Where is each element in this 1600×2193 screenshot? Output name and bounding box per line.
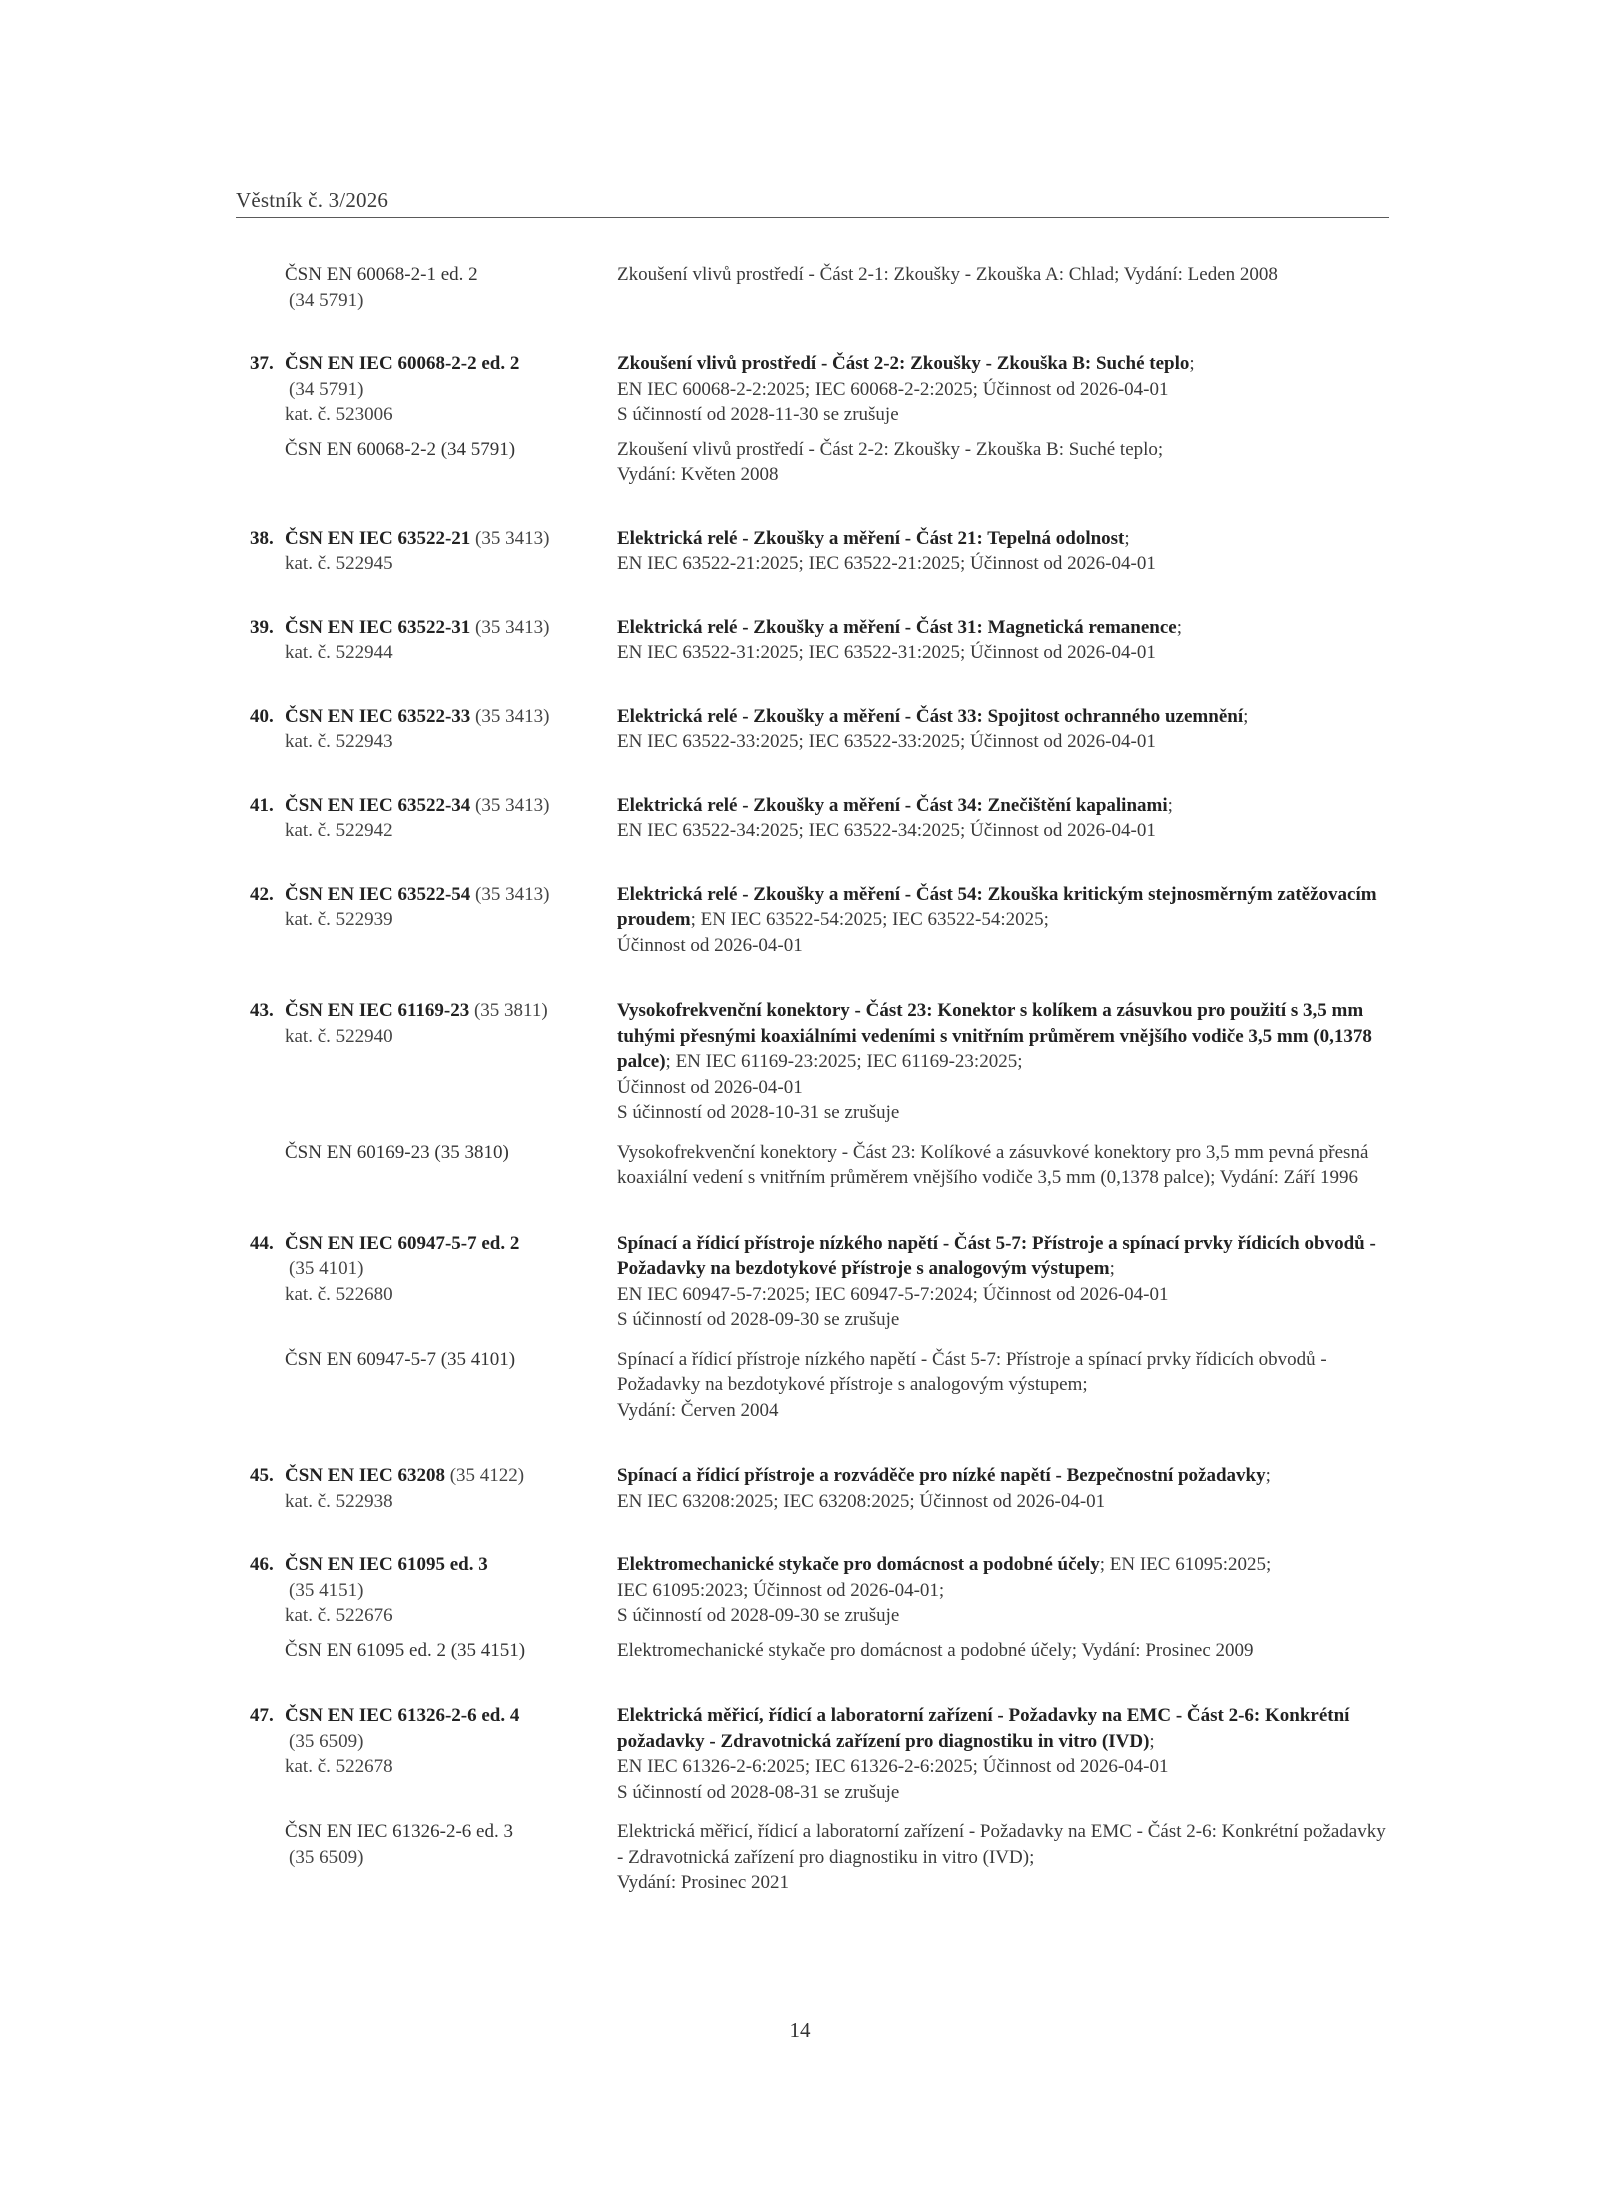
cancellation-note: S účinností od 2028-11-30 se zrušuje — [617, 404, 899, 425]
standard-details: EN IEC 63522-31:2025; IEC 63522-31:2025; Účinnost od 2026-04-01 — [617, 642, 1156, 663]
standard-entry-45: 45. ČSN EN IEC 63208 (35 4122) kat. č. 522938 Spínací a řídicí přístroje a rozváděče pro nízké napětí - Bezpečnostní požadavky; EN IEC 63208:2025; IEC 63208:2025; Účinnost od 2026-04-01 — [236, 1463, 1389, 1514]
entry-number: 40. — [250, 705, 274, 727]
standard-details: EN IEC 60947-5-7:2025; IEC 60947-5-7:2024; Účinnost od 2026-04-01 — [617, 1283, 1169, 1305]
standard-entry-42: 42. ČSN EN IEC 63522-54 (35 3413) kat. č. 522939 Elektrická relé - Zkoušky a měření - Část 54: Zkouška kritickým stejnosměrným zatěžovacím proudem; EN IEC 63522-54:2025; IEC 63522-54:2025; Účinnost od 2026-04-01 — [250, 883, 1377, 956]
catalog-number: kat. č. 522942 — [285, 820, 393, 841]
cancellation-note: S účinností od 2028-09-30 se zrušuje — [617, 1605, 900, 1626]
standard-title: Elektrická relé - Zkoušky a měření - Část 31: Magnetická remanence — [617, 616, 1177, 638]
catalog-number: kat. č. 522943 — [285, 731, 393, 752]
standard-code: ČSN EN IEC 63522-31 — [285, 616, 471, 638]
standard-title: Elektrická relé - Zkoušky a měření - Část 34: Znečištění kapalinami — [617, 794, 1168, 816]
page-number: 14 — [789, 2018, 811, 2042]
replaced-standard-description: Spínací a řídicí přístroje nízkého napětí - Část 5-7: Přístroje a spínací prvky řídicích obvodů - Požadavky na bezdotykové přístroje s analogovým výstupem; — [617, 1348, 1327, 1395]
standard-details: Účinnost od 2026-04-01 — [617, 1076, 803, 1098]
replaced-standard-row — [236, 262, 1389, 313]
standard-entry-44: 44. ČSN EN IEC 60947-5-7 ed. 2 (35 4101) kat. č. 522680 Spínací a řídicí přístroje nízkého napětí - Část 5-7: Přístroje a spínací prvky řídicích obvodů - Požadavky na bezdotykové přístroje s analogovým výstupem; EN IEC 60947-5-7:2025; IEC 60947-5-7:2024; Účinnost od 2026-04-01 S účinností od 2028-09-30 se zrušuje — [250, 1232, 1376, 1330]
classification-code: (35 3413) — [475, 794, 550, 816]
replaced-standard-code: ČSN EN 60169-23 (35 3810) — [285, 1141, 509, 1163]
entry-number: 47. — [250, 1705, 274, 1726]
standard-details: EN IEC 60068-2-2:2025; IEC 60068-2-2:2025; Účinnost od 2026-04-01 — [617, 378, 1169, 400]
catalog-number: kat. č. 522676 — [285, 1605, 393, 1626]
replaced-standard-code: ČSN EN 60068-2-2 (34 5791) — [285, 438, 516, 460]
classification-code: (35 3413) — [475, 883, 550, 905]
replaced-standard-issue: Vydání: Květen 2008 — [617, 464, 779, 485]
standard-title: Elektrická relé - Zkoušky a měření - Část 54: Zkouška kritickým stejnosměrným zatěžovacím proudem — [617, 883, 1377, 930]
classification-code: (35 4122) — [449, 1465, 525, 1486]
cancellation-note: S účinností od 2028-10-31 se zrušuje — [617, 1102, 900, 1123]
standard-code: ČSN EN IEC 63522-54 — [285, 883, 471, 905]
entry-number: 42. — [250, 883, 274, 905]
classification-code: (35 3413) — [475, 527, 550, 549]
standard-entry-38: 38. ČSN EN IEC 63522-21 (35 3413) kat. č. 522945 Elektrická relé - Zkoušky a měření - Část 21: Tepelná odolnost; EN IEC 63522-21:2025; IEC 63522-21:2025; Účinnost od 2026-04-01 — [236, 526, 1389, 577]
standard-title: Zkoušení vlivů prostředí - Část 2-2: Zkoušky - Zkouška B: Suché teplo — [617, 353, 1190, 374]
classification-code: (34 5791) — [289, 378, 364, 400]
standard-entry-41: 41. ČSN EN IEC 63522-34 (35 3413) kat. č. 522942 Elektrická relé - Zkoušky a měření - Část 34: Znečištění kapalinami; EN IEC 63522-34:2025; IEC 63522-34:2025; Účinnost od 2026-04-01 — [236, 793, 1389, 844]
classification-code: (35 4101) — [289, 1258, 364, 1279]
replaced-standard-code — [236, 262, 617, 313]
standard-code: ČSN EN 60068-2-1 ed. 2 — [285, 264, 478, 285]
classification-code: (35 6509) — [289, 1730, 364, 1752]
classification-code: (34 5791) — [289, 289, 364, 311]
classification-code: (35 3413) — [475, 616, 550, 638]
replaced-standard-code: ČSN EN 60947-5-7 (35 4101) — [285, 1348, 516, 1370]
standard-entry-47: 47. ČSN EN IEC 61326-2-6 ed. 4 (35 6509) kat. č. 522678 Elektrická měřicí, řídicí a laboratorní zařízení - Požadavky na EMC - Část 2-6: Konkrétní požadavky - Zdravotnická zařízení pro diagnostiku in vitro (IVD); EN IEC 61326-2-6:2025; IEC 61326-2-6:2025; Účinnost od 2026-04-01 S účinností od 2028-08-31 se zrušuje — [250, 1705, 1350, 1803]
standard-code: ČSN EN IEC 61326-2-6 ed. 4 — [285, 1705, 520, 1726]
entry-number: 37. — [250, 353, 274, 374]
replaced-standard-issue: Vydání: Červen 2004 — [617, 1399, 779, 1421]
replaced-standard-description: Elektrická měřicí, řídicí a laboratorní zařízení - Požadavky na EMC - Část 2-6: Konkrétní požadavky - Zdravotnická zařízení pro diagnostiku in vitro (IVD); — [617, 1821, 1386, 1868]
entry-number: 38. — [250, 527, 274, 549]
catalog-number: kat. č. 522680 — [285, 1283, 393, 1305]
standard-entry-46: 46. ČSN EN IEC 61095 ed. 3 (35 4151) kat. č. 522676 Elektromechanické stykače pro domácnost a podobné účely; EN IEC 61095:2025; IEC 61095:2023; Účinnost od 2026-04-01; S účinností od 2028-09-30 se zrušuje — [236, 1552, 1389, 1629]
replaced-standard-code: ČSN EN 61095 ed. 2 (35 4151) — [285, 1639, 526, 1661]
catalog-number: kat. č. 523006 — [285, 404, 393, 425]
catalog-number: kat. č. 522945 — [285, 553, 393, 574]
standard-details: Účinnost od 2026-04-01 — [617, 934, 803, 956]
standard-code: ČSN EN IEC 63208 — [285, 1465, 445, 1486]
catalog-number: kat. č. 522678 — [285, 1756, 393, 1777]
standard-details: EN IEC 63522-34:2025; IEC 63522-34:2025; Účinnost od 2026-04-01 — [617, 820, 1156, 841]
replaced-standard-description: Vysokofrekvenční konektory - Část 23: Kolíkové a zásuvkové konektory pro 3,5 mm pevná přesná koaxiální vedení s vnitřním průměrem vnějšího vodiče 3,5 mm (0,1378 palce); Vydání: Září 1996 — [617, 1141, 1369, 1188]
standard-title: Spínací a řídicí přístroje nízkého napětí - Část 5-7: Přístroje a spínací prvky řídicích obvodů - Požadavky na bezdotykové přístroje s analogovým výstupem — [617, 1232, 1376, 1279]
standard-details: IEC 61095:2023; Účinnost od 2026-04-01; — [617, 1579, 945, 1601]
replaced-standard-description: Zkoušení vlivů prostředí - Část 2-2: Zkoušky - Zkouška B: Suché teplo; — [617, 438, 1164, 460]
standard-entry-39: 39. ČSN EN IEC 63522-31 (35 3413) kat. č. 522944 Elektrická relé - Zkoušky a měření - Část 31: Magnetická remanence; EN IEC 63522-31:2025; IEC 63522-31:2025; Účinnost od 2026-04-01 — [236, 615, 1389, 666]
replaced-standard-row — [236, 437, 1389, 488]
standard-code: ČSN EN IEC 63522-33 — [285, 705, 471, 727]
classification-code: (35 4151) — [289, 1579, 364, 1601]
entry-number: 43. — [250, 1000, 274, 1021]
cancellation-note: S účinností od 2028-08-31 se zrušuje — [617, 1781, 900, 1803]
entry-number: 39. — [250, 616, 274, 638]
standard-title: Elektrická měřicí, řídicí a laboratorní zařízení - Požadavky na EMC - Část 2-6: Konkrétní požadavky - Zdravotnická zařízení pro diagnostiku in vitro (IVD) — [617, 1705, 1350, 1752]
standard-entry-40: 40. ČSN EN IEC 63522-33 (35 3413) kat. č. 522943 Elektrická relé - Zkoušky a měření - Část 33: Spojitost ochranného uzemnění; EN IEC 63522-33:2025; IEC 63522-33:2025; Účinnost od 2026-04-01 — [236, 704, 1389, 755]
standard-details: EN IEC 63208:2025; IEC 63208:2025; Účinnost od 2026-04-01 — [617, 1490, 1106, 1512]
classification-code: (35 3413) — [475, 705, 550, 727]
entry-number: 45. — [250, 1465, 274, 1486]
standards-list — [236, 262, 1389, 1896]
catalog-number: kat. č. 522938 — [285, 1490, 393, 1512]
entry-number: 44. — [250, 1232, 274, 1254]
replaced-standard-row — [236, 1347, 1389, 1424]
standard-entry-37: 37. ČSN EN IEC 60068-2-2 ed. 2 (34 5791) kat. č. 523006 Zkoušení vlivů prostředí - Část 2-2: Zkoušky - Zkouška B: Suché teplo; EN IEC 60068-2-2:2025; IEC 60068-2-2:2025; Účinnost od 2026-04-01 S účinností od 2028-11-30 se zrušuje — [236, 351, 1389, 428]
standard-entry-43: 43. ČSN EN IEC 61169-23 (35 3811) kat. č. 522940 Vysokofrekvenční konektory - Část 23: Konektor s kolíkem a zásuvkou pro použití s 3,5 mm tuhými přesnými koaxiálními vedeními s vnitřním průměrem vnějšího vodiče 3,5 mm (0,1378 palce); EN IEC 61169-23:2025; IEC 61169-23:2025; Účinnost od 2026-04-01 S účinností od 2028-10-31 se zrušuje — [250, 1000, 1372, 1123]
cancellation-note: S účinností od 2028-09-30 se zrušuje — [617, 1309, 900, 1330]
replaced-standard-issue: Vydání: Prosinec 2021 — [617, 1872, 790, 1893]
header-divider — [236, 217, 1389, 218]
replaced-standard-description: Elektromechanické stykače pro domácnost a podobné účely; Vydání: Prosinec 2009 — [617, 1639, 1254, 1661]
catalog-number: kat. č. 522940 — [285, 1025, 393, 1047]
catalog-number: kat. č. 522944 — [285, 642, 393, 663]
replaced-standard-row — [236, 1140, 1389, 1191]
standard-code: ČSN EN IEC 63522-21 — [285, 527, 471, 549]
standard-code: ČSN EN IEC 60947-5-7 ed. 2 — [285, 1232, 520, 1254]
standard-code: ČSN EN IEC 61095 ed. 3 — [285, 1554, 488, 1575]
standard-code: ČSN EN IEC 63522-34 — [285, 794, 471, 816]
replaced-classification-code: (35 6509) — [289, 1846, 364, 1868]
replaced-standard-row — [236, 1638, 1389, 1664]
entry-number: 41. — [250, 794, 274, 816]
standard-details: EN IEC 63522-33:2025; IEC 63522-33:2025; Účinnost od 2026-04-01 — [617, 731, 1156, 752]
catalog-number: kat. č. 522939 — [285, 909, 393, 930]
standard-title: Elektrická relé - Zkoušky a měření - Část 33: Spojitost ochranného uzemnění — [617, 705, 1244, 727]
standard-description: Zkoušení vlivů prostředí - Část 2-1: Zkoušky - Zkouška A: Chlad; Vydání: Leden 2008 — [617, 264, 1278, 285]
entry-number: 46. — [250, 1554, 274, 1575]
standard-title: Vysokofrekvenční konektory - Část 23: Konektor s kolíkem a zásuvkou pro použití s 3,5 mm tuhými přesnými koaxiálními vedeními s vnitřním průměrem vnějšího vodiče 3,5 mm (0,1378 palce) — [617, 1000, 1372, 1072]
standard-code: ČSN EN IEC 61169-23 — [285, 1000, 470, 1021]
replaced-standard-code: ČSN EN IEC 61326-2-6 ed. 3 — [285, 1821, 513, 1842]
classification-code: (35 3811) — [473, 1000, 548, 1021]
standard-title: Elektrická relé - Zkoušky a měření - Část 21: Tepelná odolnost — [617, 527, 1125, 549]
standard-details: EN IEC 61326-2-6:2025; IEC 61326-2-6:2025; Účinnost od 2026-04-01 — [617, 1756, 1169, 1777]
page-header: Věstník č. 3/2026 — [236, 188, 389, 212]
standard-code: ČSN EN IEC 60068-2-2 ed. 2 — [285, 353, 520, 374]
standard-title: Elektromechanické stykače pro domácnost a podobné účely — [617, 1554, 1100, 1575]
standard-title: Spínací a řídicí přístroje a rozváděče pro nízké napětí - Bezpečnostní požadavky — [617, 1465, 1266, 1486]
standard-details: EN IEC 63522-21:2025; IEC 63522-21:2025; Účinnost od 2026-04-01 — [617, 553, 1156, 574]
replaced-standard-row — [236, 1819, 1389, 1896]
